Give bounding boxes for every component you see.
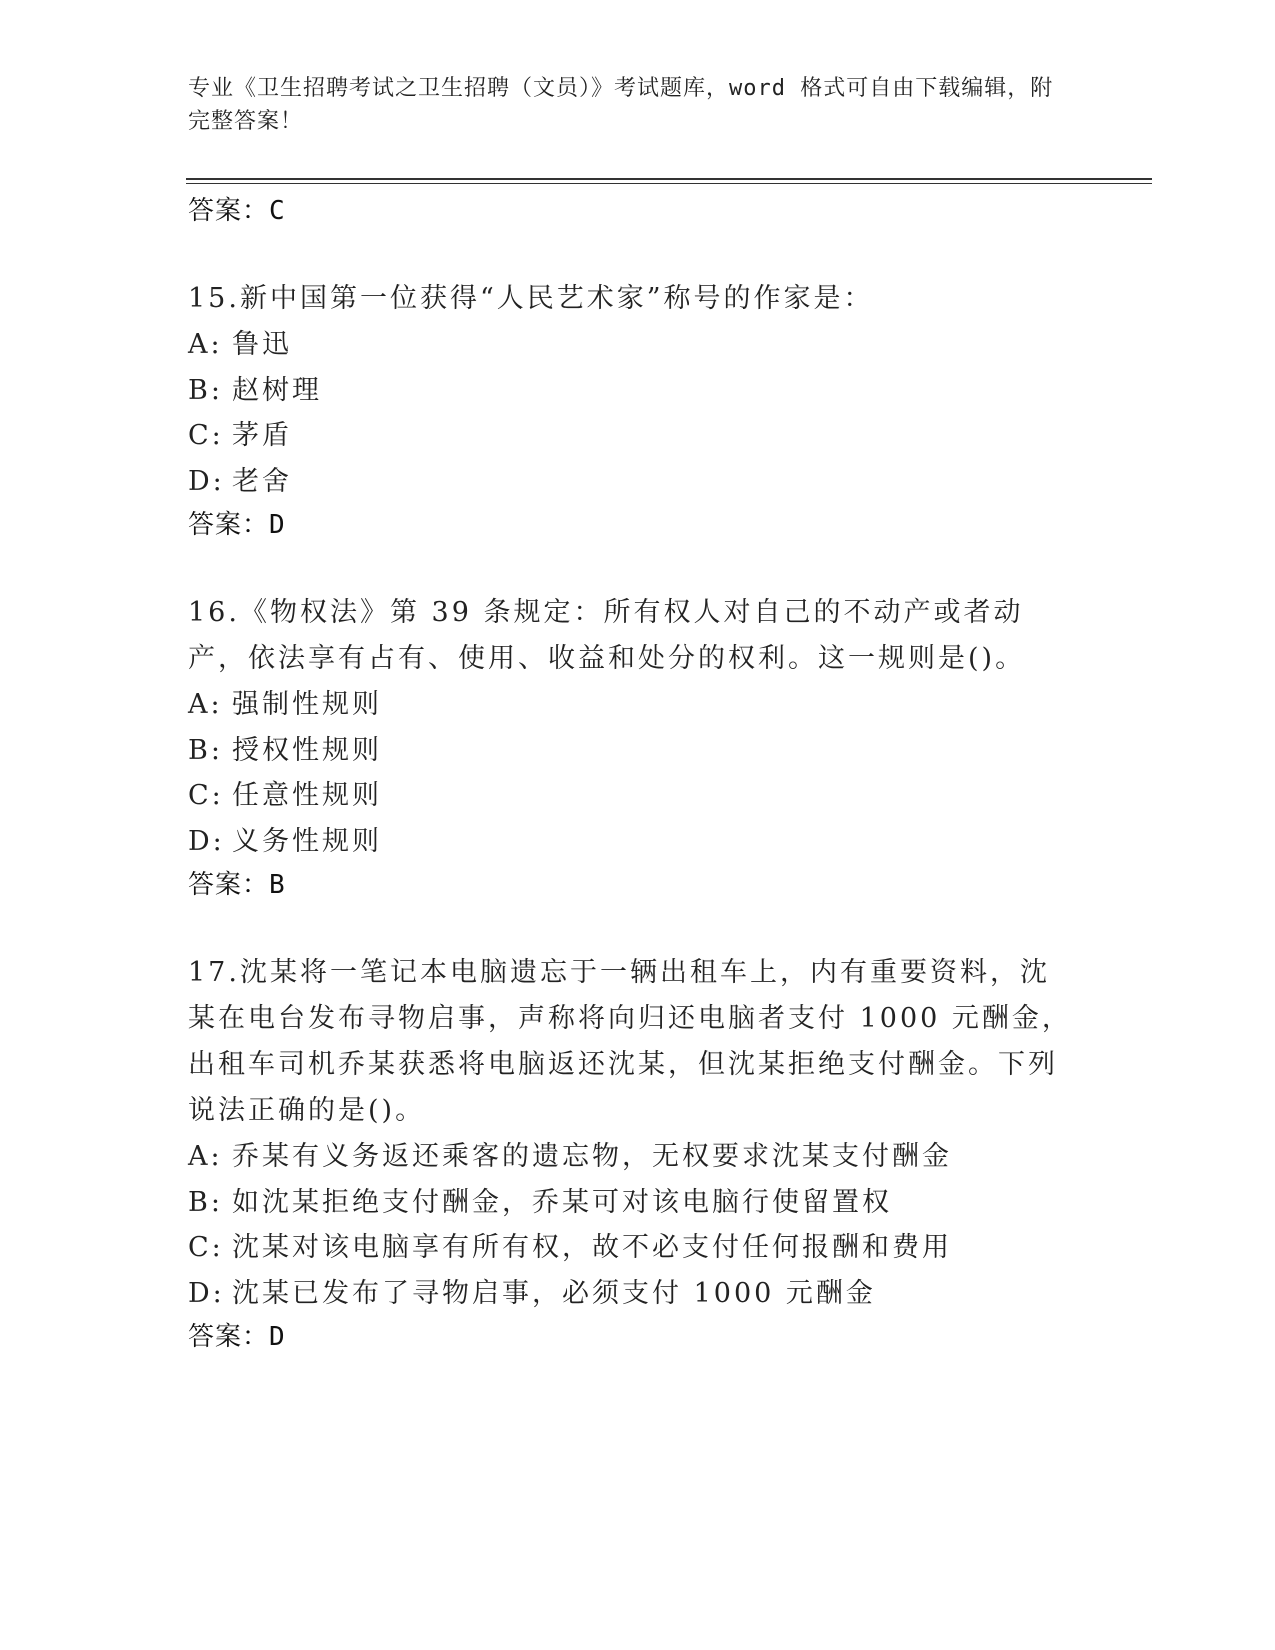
option-text: 沈某对该电脑享有所有权，故不必支付任何报酬和费用	[232, 1232, 952, 1263]
header-divider-thick	[186, 178, 1152, 180]
header-divider-thin	[186, 183, 1152, 184]
option-text: 任意性规则	[232, 780, 382, 811]
option-text: 义务性规则	[232, 825, 382, 857]
option-key: D:	[188, 1277, 225, 1309]
question-block	[188, 590, 1088, 910]
option-key: A:	[188, 689, 223, 720]
option-text: 赵树理	[232, 374, 322, 406]
question-stem: 17.沈某将一笔记本电脑遗忘于一辆出租车上，内有重要资料，沈某在电台发布寻物启事，声称将向归还电脑者支付 1000 元酬金，出租车司机乔某获悉将电脑返还沈某，但沈某拒绝支付酬金。下列说法正确的是()。	[188, 957, 1072, 1126]
option-a	[188, 682, 1088, 728]
option-key: C:	[188, 420, 224, 451]
question-stem: 16.《物权法》第 39 条规定：所有权人对自己的不动产或者动产，依法享有占有、使用、收益和处分的权利。这一规则是()。	[188, 597, 1026, 674]
option-text: 沈某已发布了寻物启事，必须支付 1000 元酬金	[232, 1277, 876, 1309]
option-c	[188, 413, 1088, 459]
option-d	[188, 819, 1088, 865]
option-text: 授权性规则	[232, 734, 382, 766]
option-text: 鲁迅	[232, 329, 292, 360]
option-b	[188, 1180, 1088, 1226]
option-a	[188, 1134, 1088, 1180]
option-text: 强制性规则	[232, 689, 382, 720]
option-b	[188, 728, 1088, 774]
option-key: B:	[188, 734, 223, 766]
option-a	[188, 322, 1088, 368]
option-key: B:	[188, 374, 223, 406]
option-d	[188, 459, 1088, 505]
answer-line: 答案：D	[188, 510, 286, 540]
option-key: A:	[188, 329, 223, 360]
option-key: B:	[188, 1186, 223, 1218]
answer-line: 答案：B	[188, 870, 286, 900]
option-text: 老舍	[232, 465, 292, 497]
document-header: 专业《卫生招聘考试之卫生招聘（文员）》考试题库，word 格式可自由下载编辑，附完整答案！	[188, 76, 1054, 134]
answer-line: 答案：D	[188, 1322, 286, 1352]
option-key: C:	[188, 780, 224, 811]
option-text: 乔某有义务返还乘客的遗忘物，无权要求沈某支付酬金	[232, 1141, 952, 1172]
option-d	[188, 1271, 1088, 1317]
answer-line: 答案：C	[188, 196, 286, 226]
question-block	[188, 950, 1088, 1362]
option-c	[188, 773, 1088, 819]
option-b	[188, 368, 1088, 414]
question-block	[188, 276, 1088, 550]
option-key: D:	[188, 465, 225, 497]
question-stem: 15.新中国第一位获得“人民艺术家”称号的作家是：	[188, 283, 874, 314]
option-text: 茅盾	[232, 420, 292, 451]
option-text: 如沈某拒绝支付酬金，乔某可对该电脑行使留置权	[232, 1186, 892, 1218]
option-key: D:	[188, 825, 225, 857]
option-key: A:	[188, 1141, 223, 1172]
option-c	[188, 1225, 1088, 1271]
option-key: C:	[188, 1232, 224, 1263]
document-body	[188, 190, 1088, 1362]
